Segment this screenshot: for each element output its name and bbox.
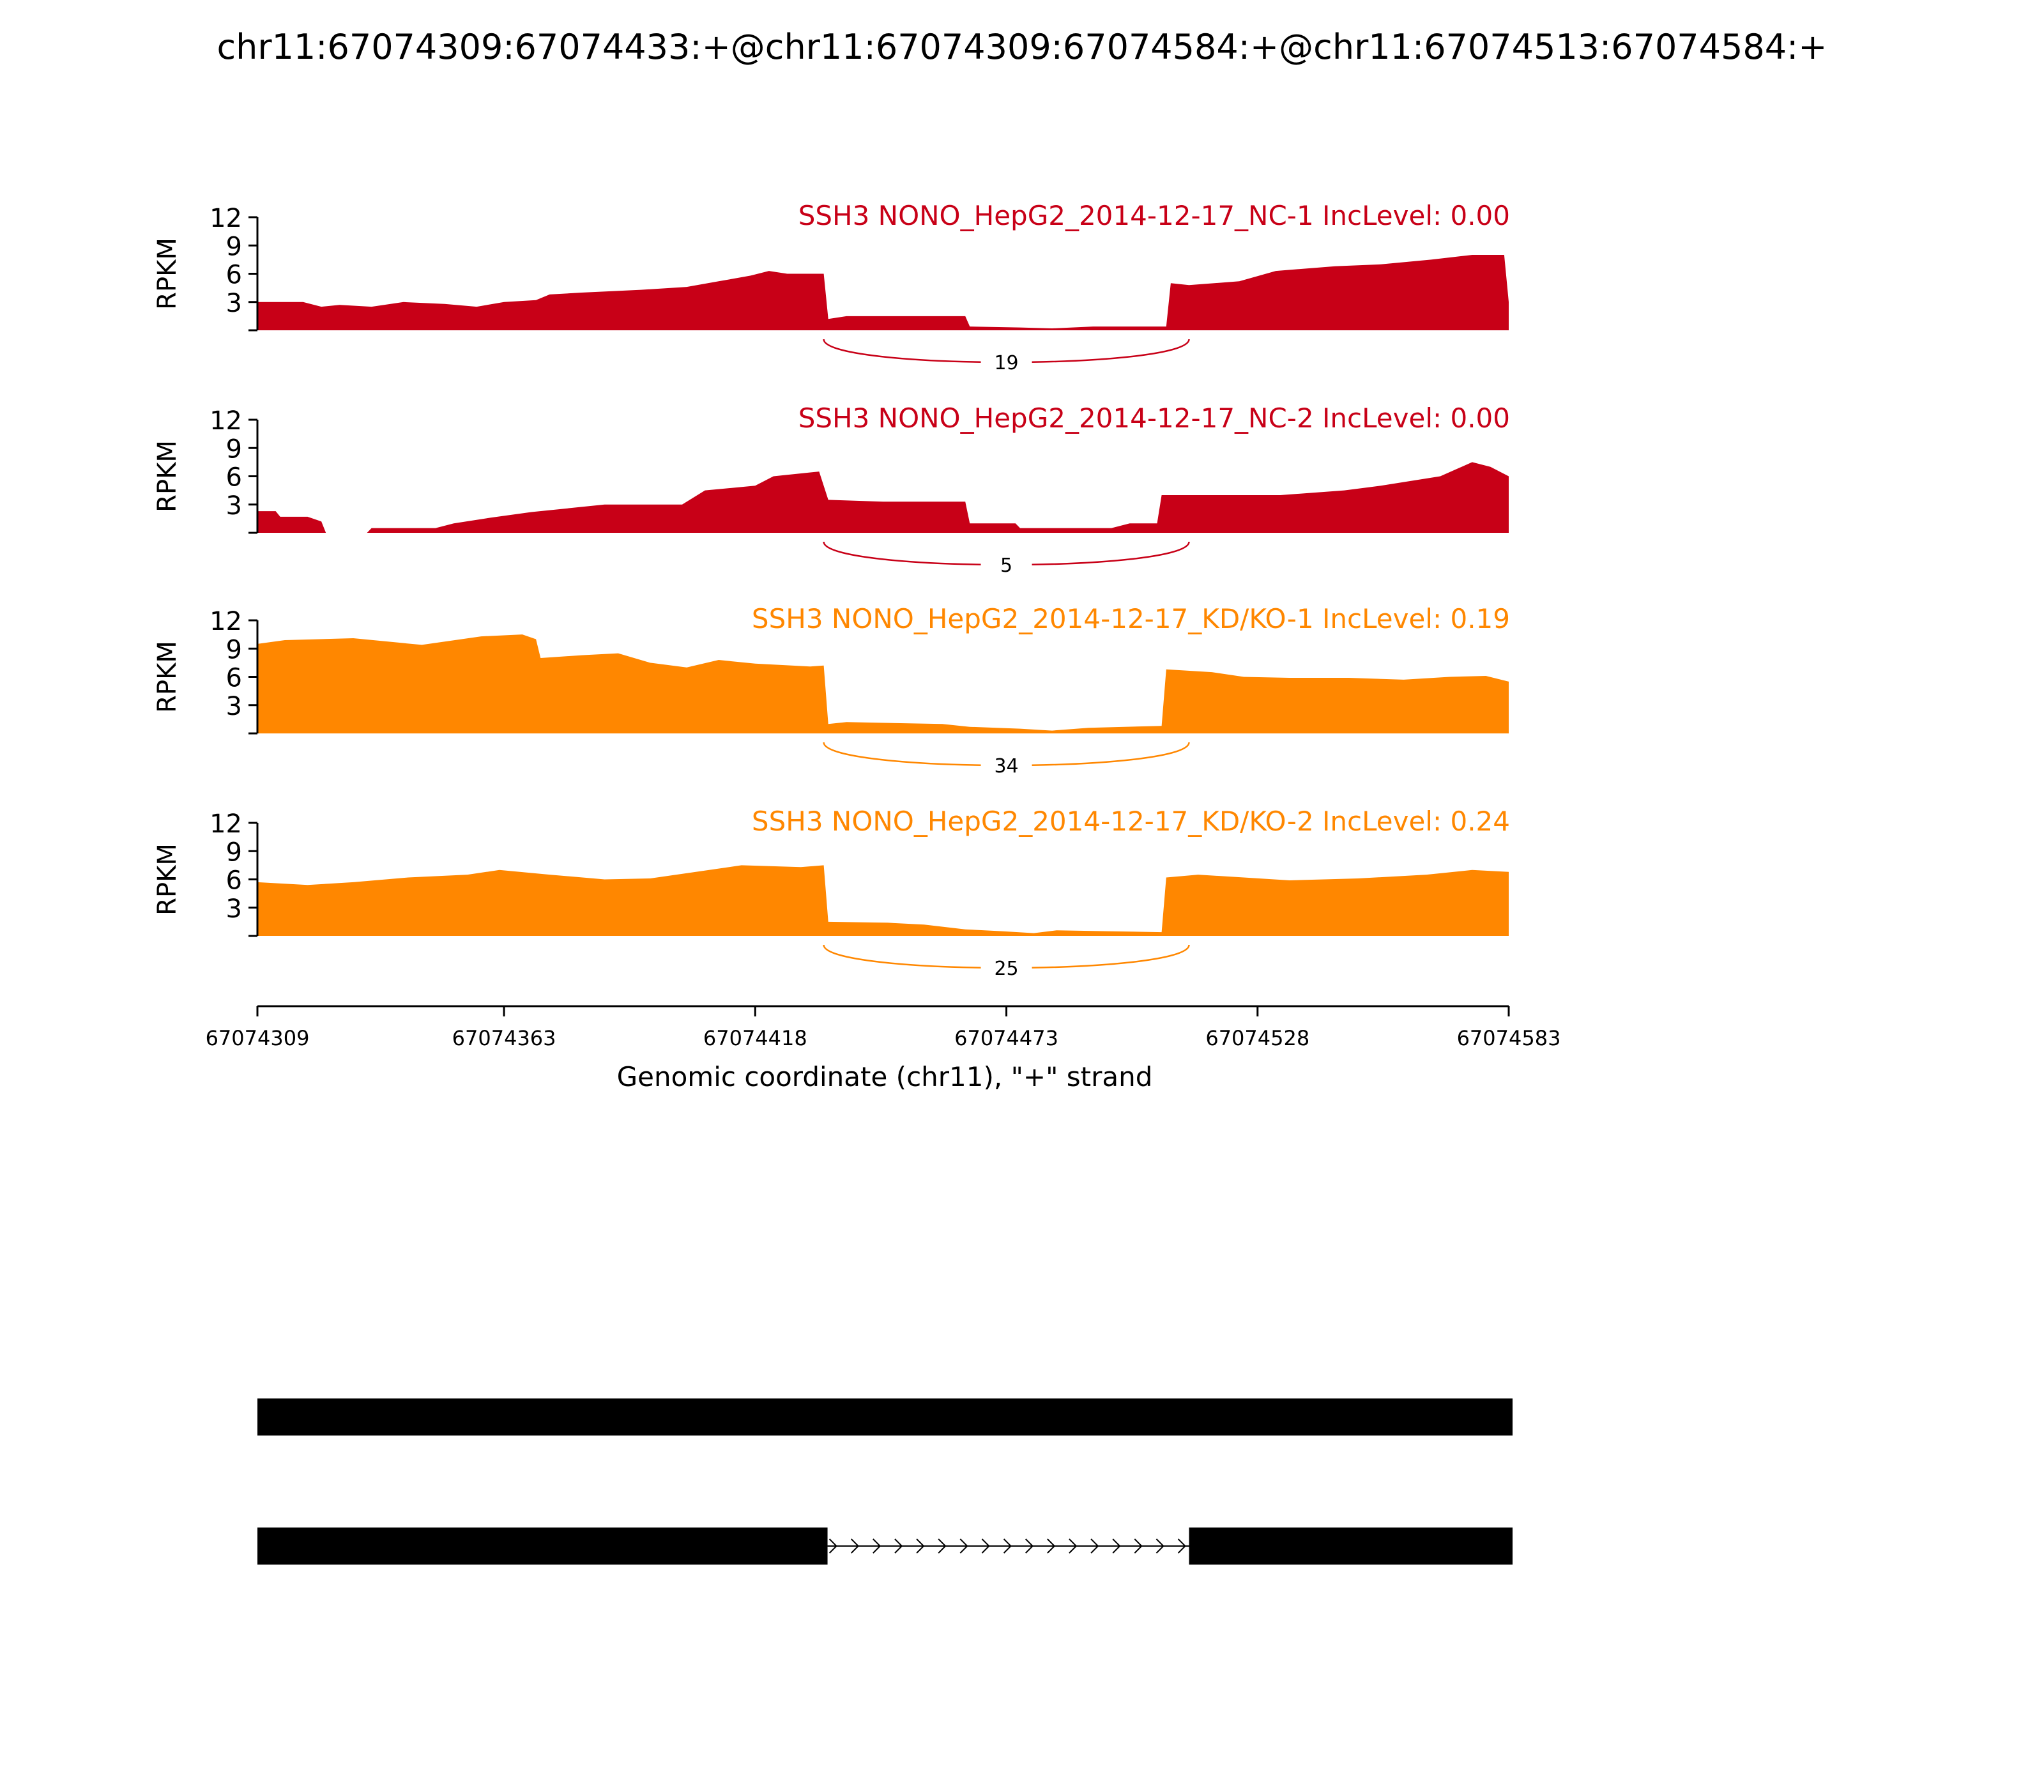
isoform-inclusion bbox=[257, 1398, 1513, 1436]
y-tick-label: 3 bbox=[225, 691, 242, 721]
exon-block bbox=[257, 1398, 1513, 1436]
track-label: SSH3 NONO_HepG2_2014-12-17_NC-2 IncLevel: 0.00 bbox=[798, 402, 1510, 434]
y-tick-label: 3 bbox=[225, 491, 242, 521]
coverage-area bbox=[257, 255, 1509, 330]
x-tick-label: 67074418 bbox=[703, 1026, 807, 1050]
junction-count: 25 bbox=[994, 958, 1019, 980]
y-tick-label: 9 bbox=[225, 635, 242, 665]
exon-block bbox=[1189, 1528, 1513, 1565]
y-tick-label: 6 bbox=[225, 663, 242, 693]
x-tick-label: 67074583 bbox=[1456, 1026, 1561, 1050]
coverage-track bbox=[153, 402, 1510, 577]
isoform-exclusion bbox=[257, 1528, 1513, 1565]
track-label: SSH3 NONO_HepG2_2014-12-17_NC-1 IncLevel: 0.00 bbox=[798, 200, 1510, 231]
junction-count: 5 bbox=[1000, 555, 1013, 577]
y-tick-label: 3 bbox=[225, 288, 242, 318]
exon-block bbox=[257, 1528, 828, 1565]
y-axis-label: RPKM bbox=[153, 843, 182, 915]
gene-model bbox=[257, 1398, 1513, 1565]
y-tick-label: 9 bbox=[225, 232, 242, 262]
coverage-track bbox=[153, 200, 1510, 374]
junction-count: 34 bbox=[994, 755, 1019, 777]
x-tick-label: 67074309 bbox=[205, 1026, 310, 1050]
y-tick-label: 9 bbox=[225, 434, 242, 464]
x-tick-label: 67074528 bbox=[1205, 1026, 1310, 1050]
y-axis-label: RPKM bbox=[153, 641, 182, 713]
y-tick-label: 3 bbox=[225, 894, 242, 924]
track-label: SSH3 NONO_HepG2_2014-12-17_KD/KO-2 IncLevel: 0.24 bbox=[751, 806, 1510, 837]
coverage-area bbox=[257, 462, 1509, 533]
y-tick-label: 6 bbox=[225, 866, 242, 896]
x-tick-label: 67074473 bbox=[954, 1026, 1058, 1050]
x-tick-label: 67074363 bbox=[452, 1026, 556, 1050]
y-axis-label: RPKM bbox=[153, 238, 182, 310]
y-tick-label: 12 bbox=[210, 406, 242, 436]
x-axis bbox=[206, 1006, 1561, 1092]
x-axis-label: Genomic coordinate (chr11), "+" strand bbox=[616, 1061, 1153, 1092]
y-tick-label: 12 bbox=[210, 204, 242, 233]
track-label: SSH3 NONO_HepG2_2014-12-17_KD/KO-1 IncLevel: 0.19 bbox=[751, 603, 1510, 634]
y-tick-label: 6 bbox=[225, 260, 242, 290]
plot-title: chr11:67074309:67074433:+@chr11:67074309:67074584:+@chr11:67074513:67074584:+ bbox=[217, 27, 1827, 67]
y-axis-label: RPKM bbox=[153, 440, 182, 512]
coverage-track bbox=[153, 806, 1510, 980]
y-tick-label: 9 bbox=[225, 838, 242, 868]
coverage-track bbox=[153, 603, 1510, 777]
y-tick-label: 12 bbox=[210, 607, 242, 636]
coverage-area bbox=[257, 634, 1509, 733]
y-tick-label: 12 bbox=[210, 809, 242, 839]
coverage-area bbox=[257, 865, 1509, 936]
y-tick-label: 6 bbox=[225, 463, 242, 493]
junction-count: 19 bbox=[994, 352, 1019, 374]
coverage-tracks bbox=[153, 200, 1510, 980]
